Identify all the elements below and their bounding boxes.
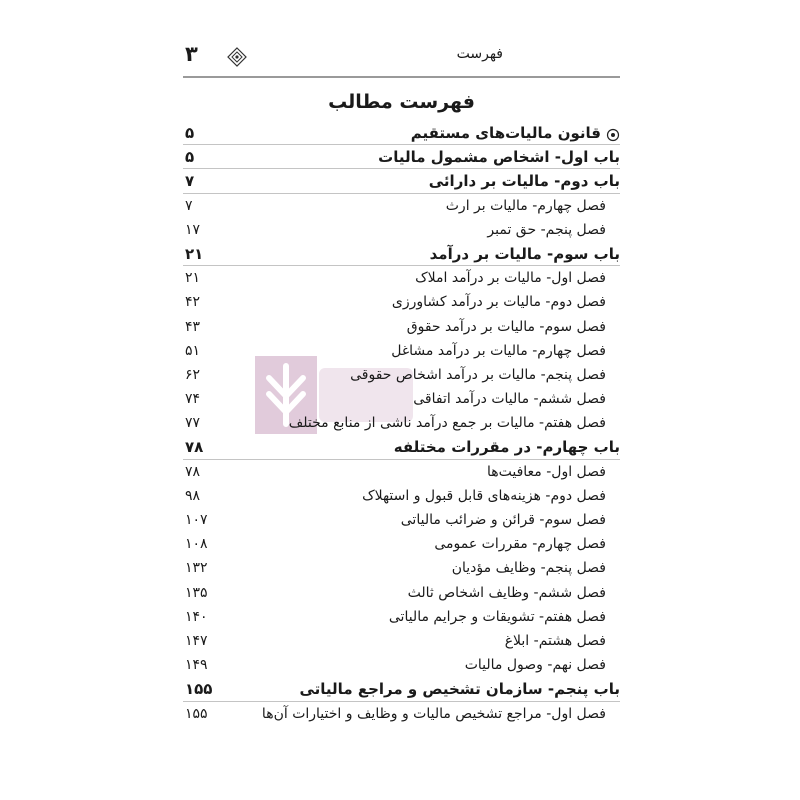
toc-page-number: ۵ — [185, 148, 195, 167]
toc-chapter-row[interactable] — [183, 242, 620, 266]
toc-entry-title: باب اول- اشخاص مشمول مالیات — [378, 148, 620, 167]
toc-section-row[interactable] — [183, 363, 620, 387]
toc-page-number: ۷ — [185, 172, 195, 191]
toc-title: فهرست مطالب — [328, 91, 475, 113]
toc-page-number: ۱۵۵ — [185, 680, 213, 699]
toc-page-number: ۱۰۷ — [185, 512, 208, 528]
toc-entry-title: فصل چهارم- مالیات بر ارث — [445, 197, 606, 214]
toc-section-row[interactable] — [183, 653, 620, 677]
toc-section-row[interactable] — [183, 508, 620, 532]
toc-entry-title: باب چهارم- در مقررات مختلفه — [393, 438, 620, 457]
toc-law-entry — [380, 124, 620, 142]
toc-page-number: ۱۴۰ — [185, 608, 208, 625]
toc-entry-title: فصل هفتم- مالیات بر جمع درآمد ناشی از منابع مختلف — [288, 415, 606, 432]
toc-section-row[interactable] — [183, 339, 620, 363]
toc-entry-title: فصل پنجم- حق تمبر — [487, 221, 606, 238]
toc-entry-title: فصل هشتم- ابلاغ — [504, 632, 606, 649]
toc-section-row[interactable] — [183, 194, 620, 218]
toc-entry-title: باب سوم- مالیات بر درآمد — [429, 244, 620, 263]
toc-entry-title: فصل ششم- مالیات درآمد اتفاقی — [413, 391, 606, 408]
toc-chapter-row[interactable] — [183, 169, 620, 193]
toc-page-number: ۱۰۸ — [185, 536, 208, 553]
toc-section-row[interactable] — [183, 605, 620, 629]
toc-entry-title: فصل سوم- قرائن و ضرائب مالیاتی — [400, 512, 606, 528]
toc-section-row[interactable] — [183, 702, 620, 726]
toc-page-number: ۱۴۷ — [185, 632, 208, 649]
toc-page-number: ۱۷ — [185, 221, 201, 238]
toc-entry-title: فصل هفتم- تشویقات و جرایم مالیاتی — [388, 608, 606, 625]
toc-section-row[interactable] — [183, 266, 620, 290]
toc-section-row[interactable] — [183, 556, 620, 580]
toc-entry-title: فصل پنجم- وظایف مؤدیان — [451, 560, 606, 577]
toc-entry-title: باب دوم- مالیات بر دارائی — [428, 172, 620, 191]
toc-page-number: ۲۱ — [185, 270, 201, 287]
toc-section-row[interactable] — [183, 581, 620, 605]
toc-entry-title: باب پنجم- سازمان تشخیص و مراجع مالیاتی — [299, 680, 620, 699]
toc-section-row[interactable] — [183, 218, 620, 242]
flower-bullet-icon — [606, 128, 620, 142]
toc-entry-title: فصل اول- مالیات بر درآمد املاک — [415, 270, 606, 287]
toc-list — [183, 121, 620, 726]
toc-entry-title: فصل دوم- هزینه‌های قابل قبول و استهلاک — [362, 487, 606, 504]
toc-page-number: ۱۳۵ — [185, 584, 208, 601]
toc-page-number: ۱۴۹ — [185, 657, 208, 674]
toc-chapter-row[interactable] — [183, 677, 620, 701]
toc-entry-title: فصل اول- معافیت‌ها — [486, 463, 606, 480]
header-rule — [183, 76, 620, 78]
diamond-ornament-icon — [227, 47, 247, 67]
toc-section-row[interactable] — [183, 532, 620, 556]
running-title: فهرست — [456, 46, 503, 62]
toc-page-number: ۷۸ — [185, 438, 204, 457]
toc-page-number: ۵ — [185, 124, 195, 142]
toc-entry-title: فصل ششم- وظایف اشخاص ثالث — [407, 584, 606, 601]
toc-page-number: ۱۳۲ — [185, 560, 208, 577]
toc-entry-title: فصل نهم- وصول مالیات — [464, 657, 606, 674]
toc-page-number: ۴۳ — [185, 318, 201, 335]
toc-page-number: ۵۱ — [185, 342, 201, 359]
toc-page-number: ۷۴ — [185, 391, 201, 408]
toc-chapter-row[interactable] — [183, 145, 620, 169]
toc-page-number: ۹۸ — [185, 487, 201, 504]
toc-section-row[interactable] — [183, 387, 620, 411]
toc-entry-title: فصل سوم- مالیات بر درآمد حقوق — [406, 318, 606, 335]
toc-law-row[interactable] — [183, 121, 620, 145]
toc-section-row[interactable] — [183, 460, 620, 484]
toc-chapter-row[interactable] — [183, 435, 620, 459]
toc-entry-title: فصل پنجم- مالیات بر درآمد اشخاص حقوقی — [350, 366, 606, 383]
toc-page-number: ۲۱ — [185, 244, 204, 263]
toc-section-row[interactable] — [183, 315, 620, 339]
toc-page-number: ۷۷ — [185, 415, 201, 432]
toc-page-number: ۶۲ — [185, 366, 201, 383]
toc-section-row[interactable] — [183, 629, 620, 653]
toc-page-number: ۷۸ — [185, 463, 201, 480]
toc-section-row[interactable] — [183, 290, 620, 314]
toc-section-row[interactable] — [183, 411, 620, 435]
toc-page-number: ۷ — [185, 197, 193, 214]
toc-page-number: ۴۲ — [185, 294, 201, 311]
page-number: ۳ — [185, 42, 198, 66]
page-header — [183, 42, 620, 72]
toc-entry-title: قانون مالیات‌های مستقیم — [410, 124, 601, 142]
toc-entry-title: فصل اول- مراجع تشخیص مالیات و وظایف و اختیارات آن‌ها — [261, 705, 606, 722]
toc-page-number: ۱۵۵ — [185, 705, 208, 722]
toc-entry-title: فصل دوم- مالیات بر درآمد کشاورزی — [391, 294, 606, 311]
toc-entry-title: فصل چهارم- مقررات عمومی — [434, 536, 606, 553]
toc-section-row[interactable] — [183, 484, 620, 508]
toc-entry-title: فصل چهارم- مالیات بر درآمد مشاغل — [391, 342, 606, 359]
